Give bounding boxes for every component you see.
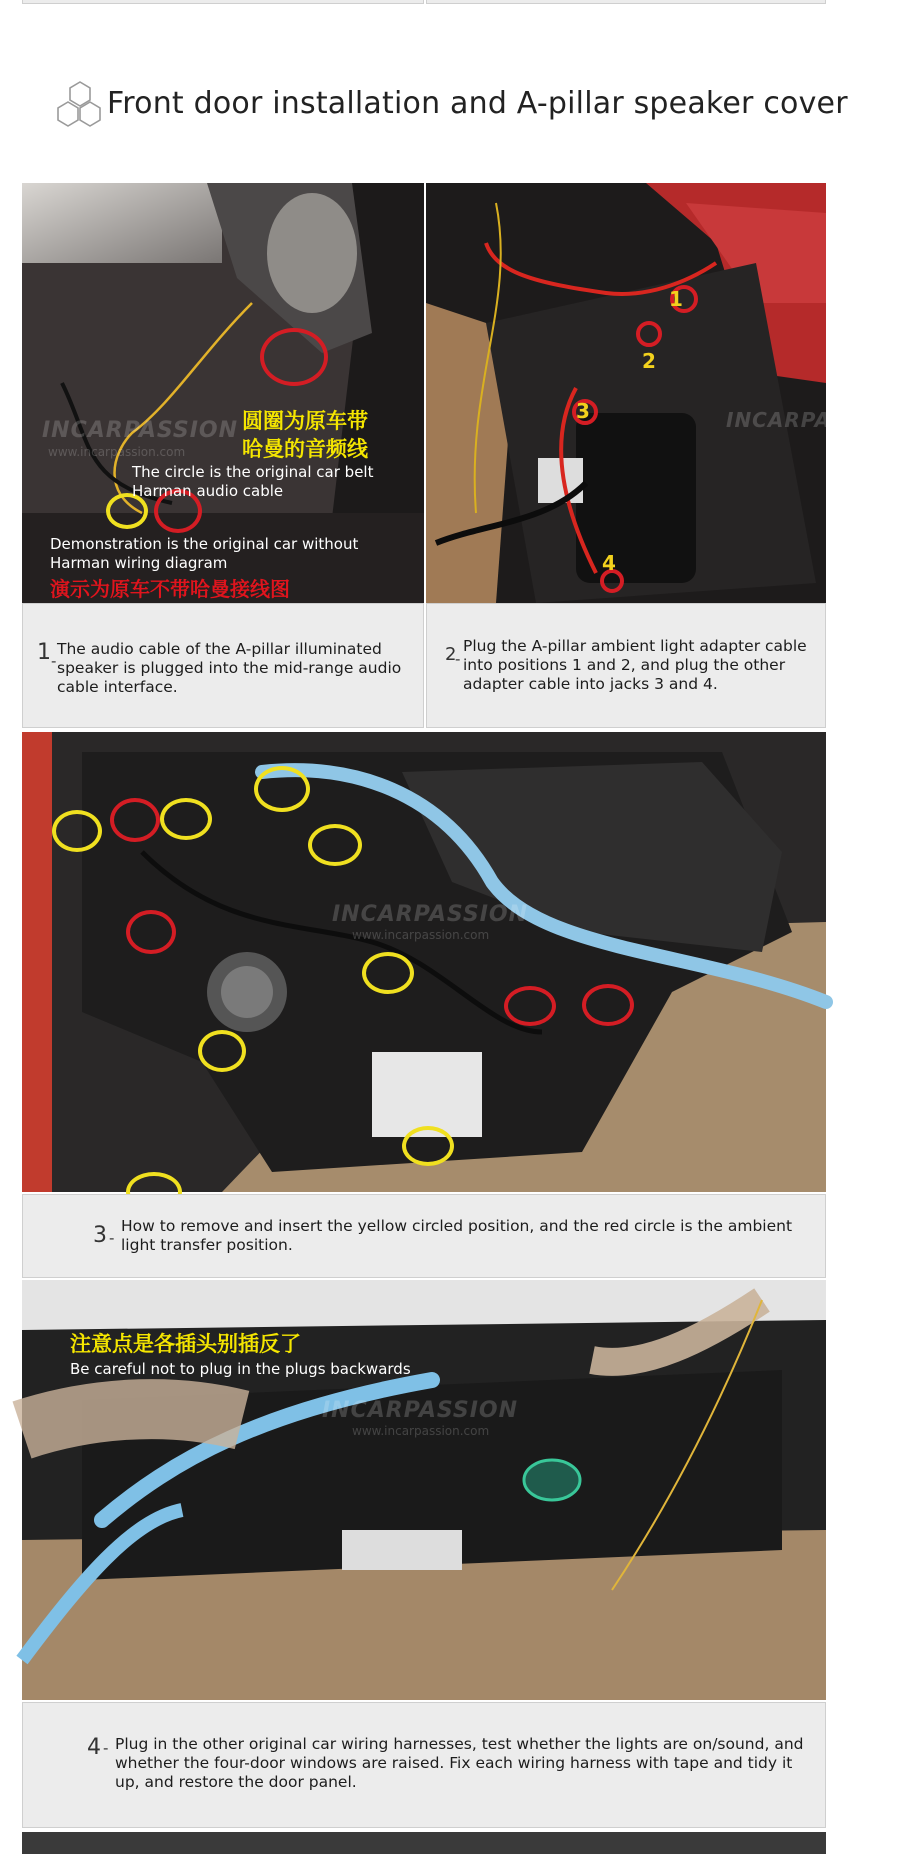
step2-number: 2 <box>445 644 457 665</box>
marker-label-2: 2 <box>642 349 656 373</box>
yellow-circle-marker <box>52 810 102 852</box>
step3-caption-panel <box>22 1194 826 1278</box>
step2-photo <box>426 183 905 603</box>
step4-caption-panel <box>22 1702 826 1828</box>
step1-photo <box>22 183 424 603</box>
yellow-circle-marker <box>402 1126 454 1166</box>
yellow-circle-marker <box>308 824 362 866</box>
red-circle-marker <box>260 328 328 386</box>
step3-photo <box>22 732 826 1192</box>
cn-warning-label: 注意点是各插头别插反了 <box>70 1332 301 1356</box>
step-number-dash: - <box>455 650 461 668</box>
red-circle-marker <box>126 910 176 954</box>
yellow-circle-marker <box>362 952 414 994</box>
cn-label-line1: 圆圈为原车带 <box>242 409 368 433</box>
step2-caption: Plug the A-pillar ambient light adapter cable into positions 1 and 2, and plug the other adapter cable into jacks 3 and 4. <box>463 637 807 693</box>
yellow-circle-marker <box>254 766 310 812</box>
yellow-circle-marker <box>198 1030 246 1072</box>
step-number-dash: - <box>51 652 57 670</box>
step4-number: 4 <box>87 1735 101 1760</box>
step4-caption: Plug in the other original car wiring harnesses, test whether the lights are on/sound, and whether the four-door windows are raised. Fix each wiring harness with tape and tidy it up, and restore the door panel. <box>115 1735 804 1791</box>
step2-photo-scene <box>426 183 826 603</box>
red-circle-marker <box>504 986 556 1026</box>
en-label-harman-cable: The circle is the original car belt Harman audio cable <box>132 463 374 500</box>
previous-panel-edge-left <box>22 0 424 4</box>
step1-caption-panel <box>22 603 424 728</box>
yellow-circle-marker <box>160 798 212 840</box>
step4-photo <box>22 1280 826 1700</box>
en-warning-label: Be careful not to plug in the plugs backwards <box>70 1360 411 1378</box>
watermark-brand: INCARPASSION <box>726 408 905 432</box>
red-circle-marker-2 <box>636 321 662 347</box>
step3-number: 3 <box>93 1223 107 1248</box>
step1-number: 1 <box>37 640 51 665</box>
watermark-site: www.incarpassion.com <box>352 1424 490 1438</box>
next-photo-edge <box>22 1832 826 1854</box>
marker-label-3: 3 <box>576 399 590 423</box>
step1-caption: The audio cable of the A-pillar illuminated speaker is plugged into the mid-range audio cable interface. <box>57 640 402 696</box>
watermark-site: www.incarpassion.com <box>48 445 186 459</box>
step-number-dash: - <box>109 1229 115 1247</box>
cn-label-demonstration: 演示为原车不带哈曼接线图 <box>50 577 290 601</box>
watermark-brand: INCARPASSION <box>332 902 529 927</box>
hexagon-logo-icon <box>50 80 108 134</box>
step-number-dash: - <box>103 1739 109 1757</box>
step3-caption: How to remove and insert the yellow circled position, and the red circle is the ambient light transfer position. <box>121 1217 793 1254</box>
marker-label-4: 4 <box>602 551 616 575</box>
step2-caption-panel <box>426 603 826 728</box>
en-label-demonstration: Demonstration is the original car without Harman wiring diagram <box>50 535 359 572</box>
section-title: Front door installation and A-pillar speaker cover <box>107 86 848 121</box>
red-circle-marker <box>582 984 634 1026</box>
watermark-site: www.incarpassion.com <box>352 928 490 942</box>
watermark-brand: INCARPASSION <box>322 1398 519 1423</box>
marker-label-1: 1 <box>669 287 683 311</box>
previous-panel-edge-right <box>426 0 826 4</box>
cn-label-line2: 哈曼的音频线 <box>242 437 368 461</box>
watermark-brand: INCARPASSION <box>42 418 239 443</box>
red-circle-marker <box>110 798 160 842</box>
